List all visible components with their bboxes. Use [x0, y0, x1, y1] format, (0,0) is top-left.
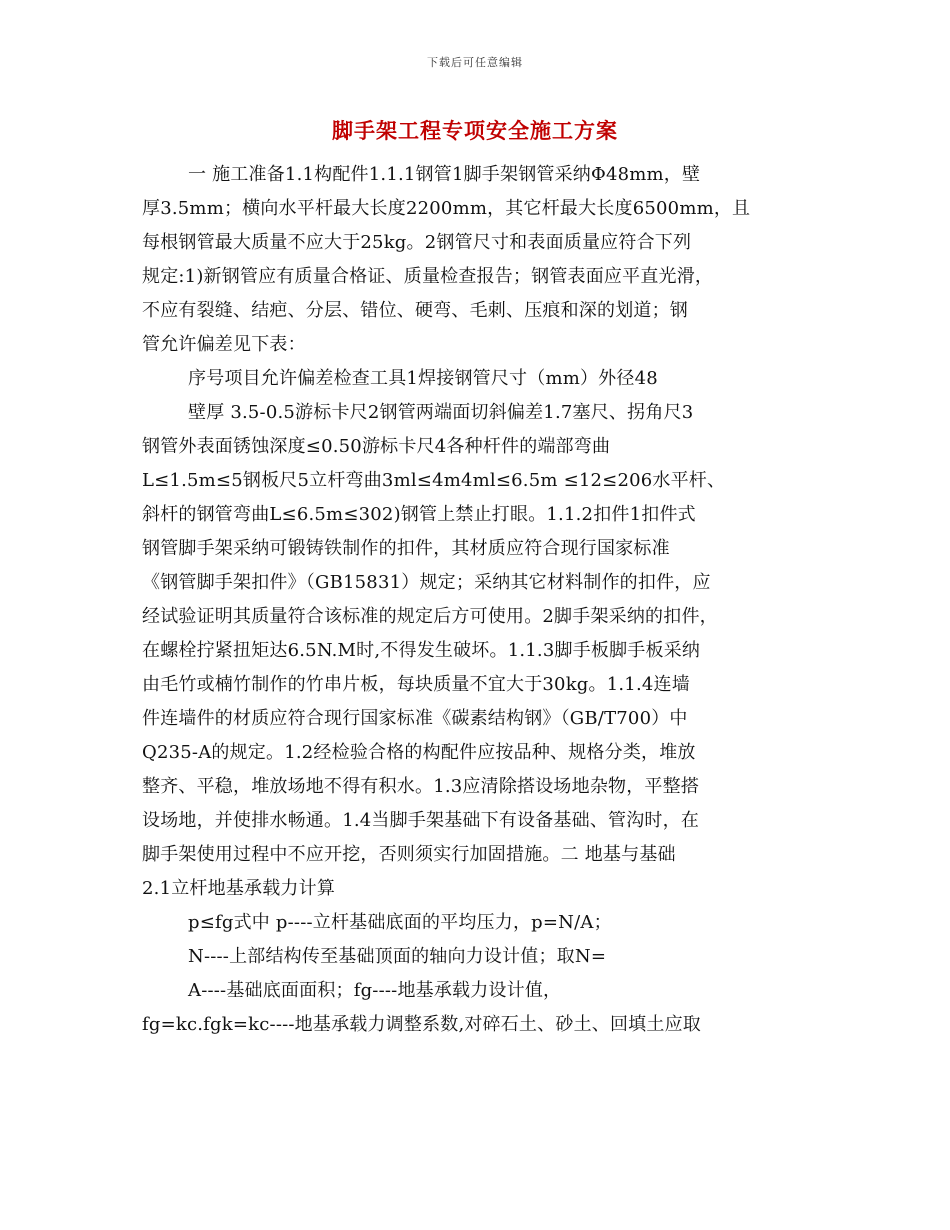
- paragraph-line: 由毛竹或楠竹制作的竹串片板，每块质量不宜大于30kg。1.1.4连墙: [142, 674, 690, 695]
- paragraph-line: A----基础底面面积；fg----地基承载力设计值，: [188, 980, 562, 1001]
- paragraph-line: 厚3.5mm；横向水平杆最大长度2200mm，其它杆最大长度6500mm，且: [142, 198, 751, 219]
- paragraph-line: 规定:1)新钢管应有质量合格证、质量检查报告；钢管表面应平直光滑，: [142, 266, 714, 287]
- paragraph-line: L≤1.5m≤5钢板尺5立杆弯曲3ml≤4m4ml≤6.5m ≤12≤206水平杆、: [142, 470, 726, 491]
- paragraph-line: 在螺栓拧紧扭矩达6.5N.M时,不得发生破坏。1.1.3脚手板脚手板采纳: [142, 640, 701, 661]
- paragraph-line: 脚手架使用过程中不应开挖，否则须实行加固措施。二 地基与基础: [142, 844, 676, 865]
- document-title: 脚手架工程专项安全施工方案: [332, 118, 618, 143]
- paragraph-line: 斜杆的钢管弯曲L≤6.5m≤302)钢管上禁止打眼。1.1.2扣件1扣件式: [142, 504, 696, 525]
- paragraph-line: 序号项目允许偏差检查工具1焊接钢管尺寸（mm）外径48: [188, 368, 658, 389]
- paragraph-line: Q235-A的规定。1.2经检验合格的构配件应按品种、规格分类，堆放: [142, 742, 696, 763]
- paragraph-line: 钢管外表面锈蚀深度≤0.50游标卡尺4各种杆件的端部弯曲: [142, 436, 611, 457]
- paragraph-line: 每根钢管最大质量不应大于25kg。2钢管尺寸和表面质量应符合下列: [142, 232, 692, 253]
- paragraph-line: 设场地，并使排水畅通。1.4当脚手架基础下有设备基础、管沟时，在: [142, 810, 700, 831]
- paragraph-line: 管允许偏差见下表：: [142, 334, 306, 355]
- document-body: [142, 158, 814, 1042]
- paragraph-line: 整齐、平稳，堆放场地不得有积水。1.3应清除搭设场地杂物，平整搭: [142, 776, 700, 797]
- paragraph-line: 不应有裂缝、结疤、分层、错位、硬弯、毛刺、压痕和深的划道；钢: [142, 300, 688, 321]
- paragraph-line: 件连墙件的材质应符合现行国家标准《碳素结构钢》（GB/T700）中: [142, 708, 688, 729]
- paragraph-line: N----上部结构传至基础顶面的轴向力设计值；取N=: [188, 946, 607, 967]
- paragraph-line: p≤fg式中 p----立杆基础底面的平均压力，p=N/A；: [188, 912, 612, 933]
- paragraph-line: 钢管脚手架采纳可锻铸铁制作的扣件，其材质应符合现行国家标准: [142, 538, 670, 559]
- paragraph-line: fg=kc.fgk=kc----地基承载力调整系数,对碎石土、砂土、回填土应取: [142, 1014, 701, 1035]
- paragraph-line: 一 施工准备1.1构配件1.1.1钢管1脚手架钢管采纳Φ48mm，壁: [188, 164, 701, 185]
- paragraph-line: 《钢管脚手架扣件》（GB15831）规定；采纳其它材料制作的扣件，应: [142, 572, 711, 593]
- header-note: 下载后可任意编辑: [427, 56, 523, 69]
- paragraph-line: 壁厚 3.5-0.5游标卡尺2钢管两端面切斜偏差1.7塞尺、拐角尺3: [188, 402, 694, 423]
- paragraph-line: 2.1立杆地基承载力计算: [142, 878, 336, 899]
- paragraph-line: 经试验证明其质量符合该标准的规定后方可使用。2脚手架采纳的扣件，: [142, 606, 718, 627]
